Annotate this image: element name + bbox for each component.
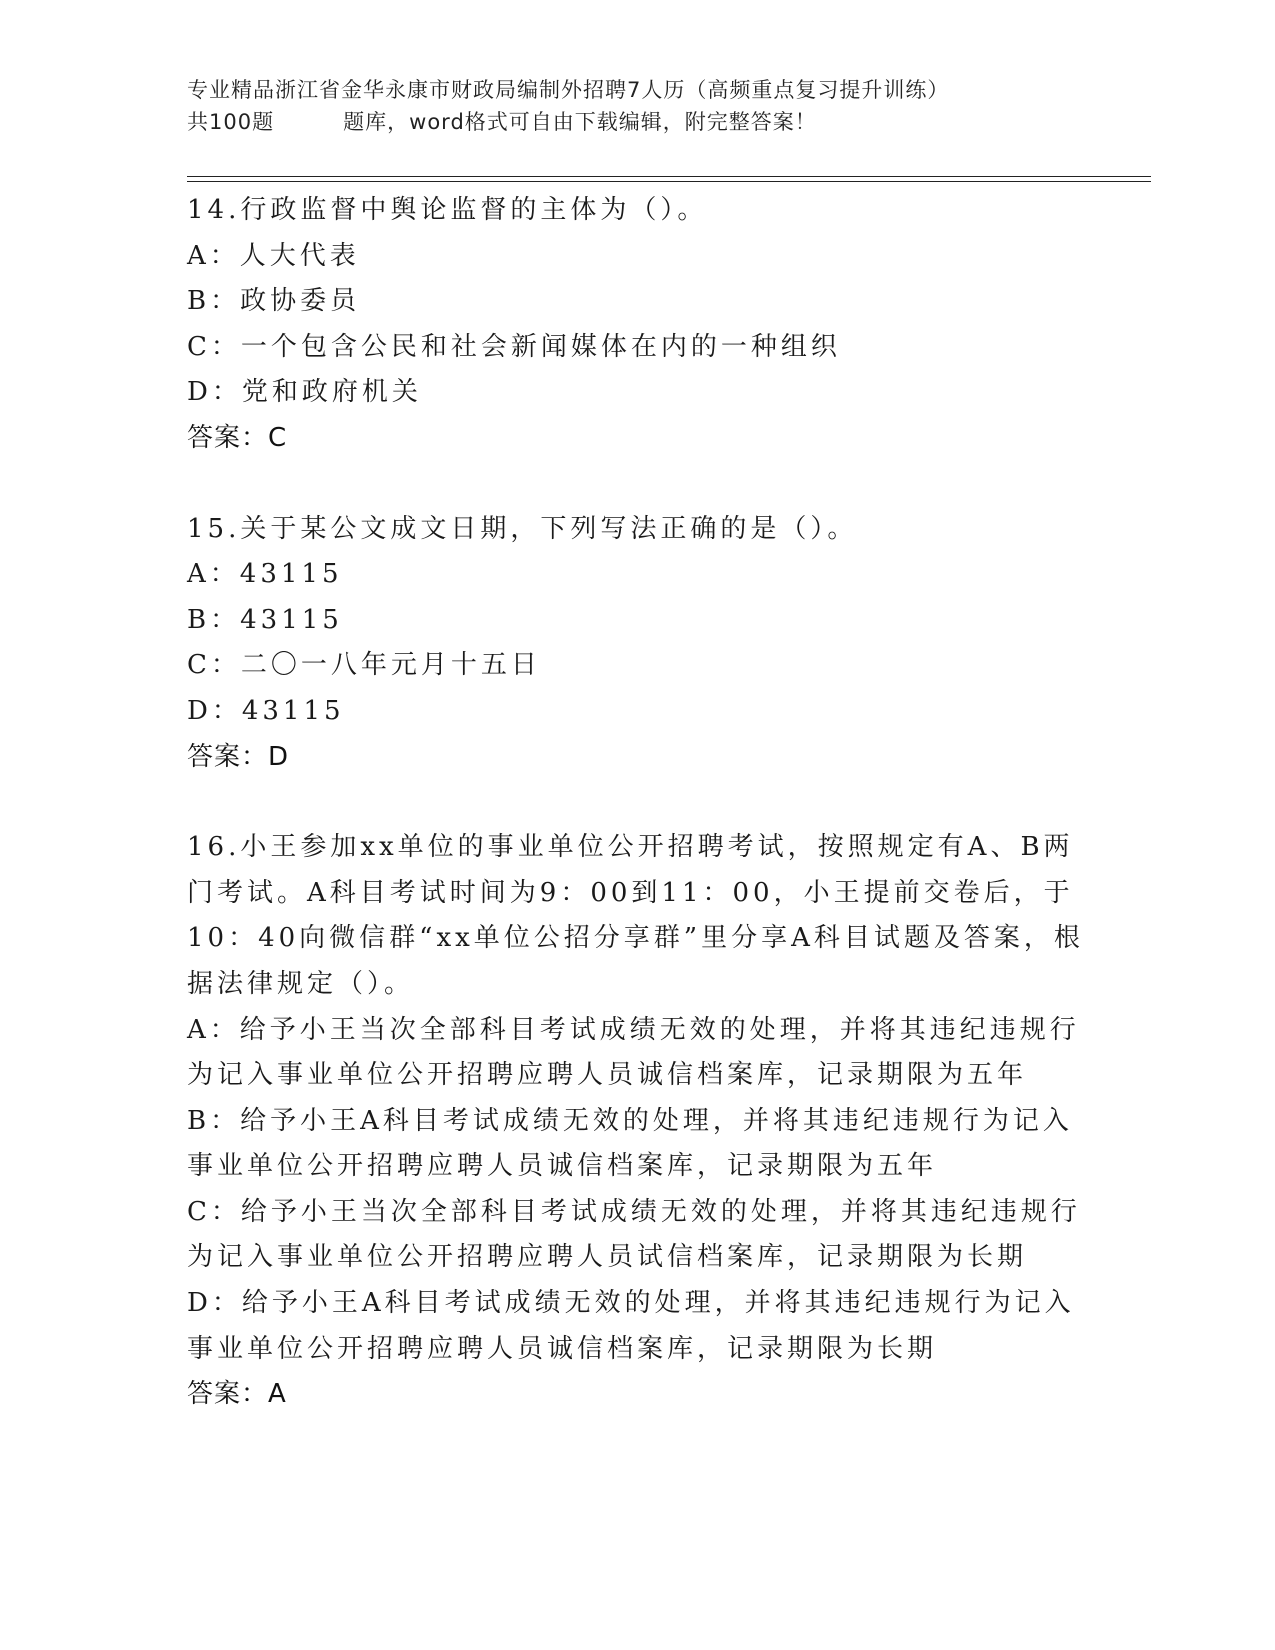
option-a: A：人大代表 [187,240,360,271]
document-header [187,74,1087,138]
option-c: C：一个包含公民和社会新闻媒体在内的一种组织 [187,331,841,362]
option-a: A：给予小王当次全部科目考试成绩无效的处理，并将其违纪违规行为记入事业单位公开招聘应聘人员诚信档案库，记录期限为五年 [187,1014,1080,1091]
header-divider-top [187,176,1151,177]
question-list [187,188,1087,1418]
question-text: 16.小王参加xx单位的事业单位公开招聘考试，按照规定有A、B两门考试。A科目考试时间为9：00到11：00，小王提前交卷后，于10：40向微信群“xx单位公招分享群”里分享A科目试题及答案，根据法律规定（）。 [187,832,1084,999]
question-15 [187,507,1087,781]
question-text: 15.关于某公文成文日期，下列写法正确的是（）。 [187,513,858,544]
option-c: C：二〇一八年元月十五日 [187,650,541,681]
answer-line: 答案：C [187,422,288,453]
header-title: 专业精品浙江省金华永康市财政局编制外招聘7人历（高频重点复习提升训练） [187,78,950,102]
option-a: A：43115 [187,559,343,590]
question-16 [187,825,1087,1418]
answer-line: 答案：D [187,741,290,772]
header-divider-bottom [187,181,1151,182]
option-b: B：43115 [187,604,343,635]
answer-line: 答案：A [187,1379,287,1410]
question-14 [187,188,1087,462]
option-d: D：给予小王A科目考试成绩无效的处理，并将其违纪违规行为记入事业单位公开招聘应聘人员诚信档案库，记录期限为长期 [187,1288,1075,1364]
option-b: B：给予小王A科目考试成绩无效的处理，并将其违纪违规行为记入事业单位公开招聘应聘人员诚信档案库，记录期限为五年 [187,1105,1073,1182]
option-d: D：43115 [187,695,345,726]
option-c: C：给予小王当次全部科目考试成绩无效的处理，并将其违纪违规行为记入事业单位公开招聘应聘人员试信档案库，记录期限为长期 [187,1196,1081,1273]
option-b: B：政协委员 [187,286,361,317]
question-text: 14.行政监督中舆论监督的主体为（）。 [187,195,708,225]
option-d: D：党和政府机关 [187,377,422,408]
header-subtitle: 共100题 题库，word格式可自由下载编辑，附完整答案！ [187,110,817,134]
